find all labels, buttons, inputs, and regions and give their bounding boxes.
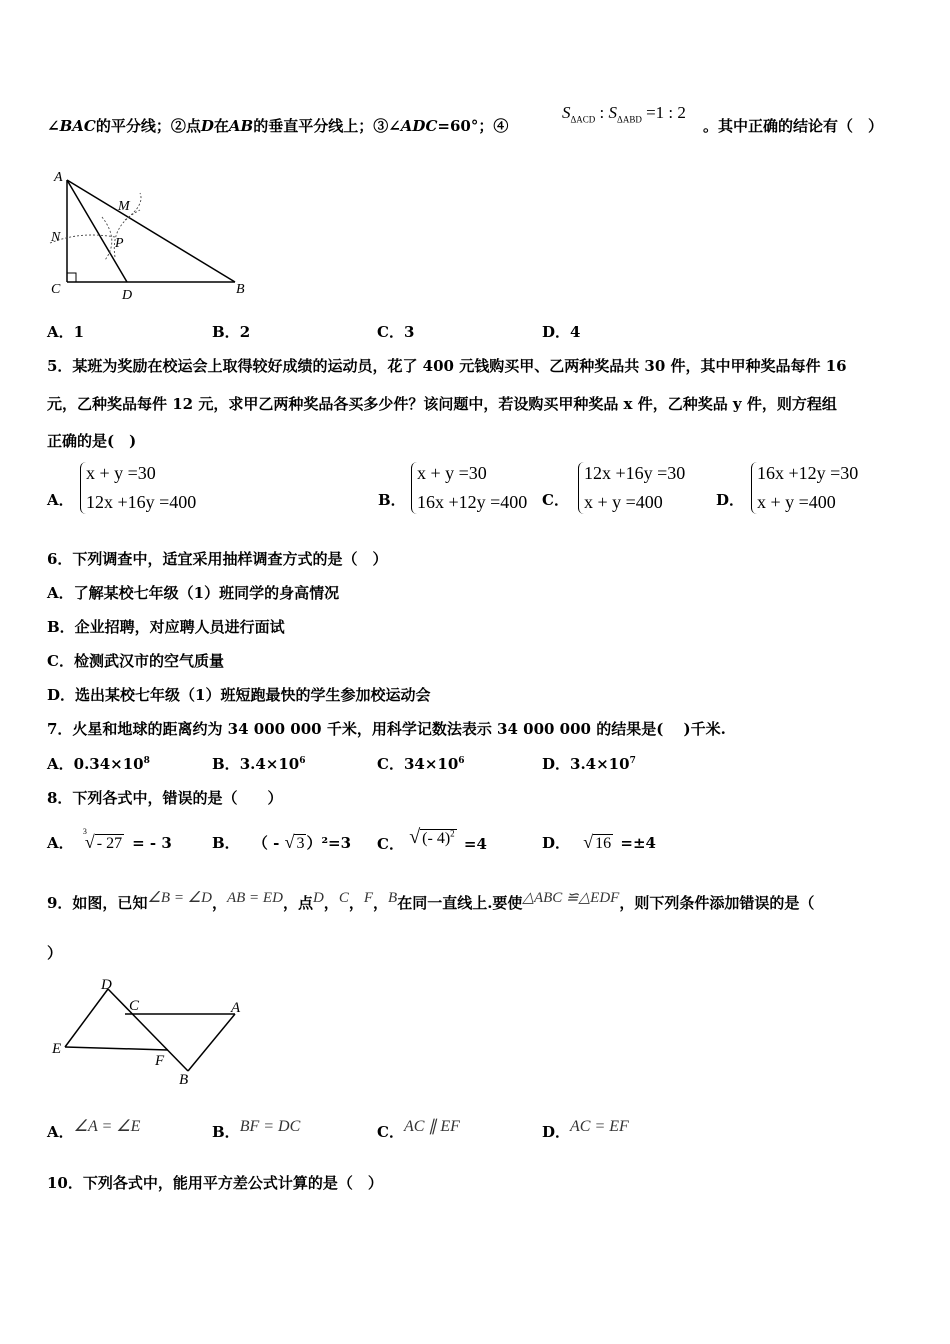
q4-option-d[interactable]: D．4 bbox=[542, 323, 581, 341]
label-M: M bbox=[118, 199, 130, 214]
q4-option-c[interactable]: C．3 bbox=[377, 323, 415, 341]
q5-stem-line-1: 5．某班为奖励在校运会上取得较好成绩的运动员，花了 400 元钱购买甲、乙两种奖品共 30 件，其中甲种奖品每件 16 bbox=[47, 357, 847, 375]
q5-option-d-key[interactable]: D． bbox=[716, 491, 745, 509]
label-C: C bbox=[129, 998, 140, 1014]
q5-option-b-key[interactable]: B． bbox=[378, 491, 406, 509]
label-B: B bbox=[236, 282, 245, 297]
q7-option-a[interactable]: A．$0.34\times 10^8$ bbox=[47, 755, 150, 773]
label-P: P bbox=[115, 236, 124, 251]
label-C: C bbox=[51, 282, 61, 297]
q5-option-a-key[interactable]: A． bbox=[47, 491, 74, 509]
q9-stem: 9．如图，已知∠B = ∠D，AB = ED，点D，C，F，B在同一直线上.要使△ABC ≌△EDF，则下列条件添加错误的是（ bbox=[47, 890, 815, 912]
label-A: A bbox=[54, 170, 63, 185]
q9-figure bbox=[45, 975, 255, 1090]
q9-option-b[interactable]: B．BF = DC bbox=[212, 1118, 301, 1141]
q6-option-a[interactable]: A．了解某校七年级（1）班同学的身高情况 bbox=[47, 584, 340, 602]
q9-option-a[interactable]: A．∠A = ∠E bbox=[47, 1118, 141, 1141]
label-B: B bbox=[179, 1072, 189, 1088]
label-N: N bbox=[51, 230, 61, 245]
q8-option-d[interactable]: D． √ 16 =±4 bbox=[542, 832, 656, 852]
q9-option-c[interactable]: C．AC ∥ EF bbox=[377, 1118, 460, 1141]
q7-option-c[interactable]: C．$34\times 10^6$ bbox=[377, 755, 465, 773]
q4-triangle-figure bbox=[40, 165, 255, 305]
q5-stem-line-3: 正确的是( ) bbox=[47, 432, 137, 450]
q7-option-b[interactable]: B．$3.4\times 10^6$ bbox=[212, 755, 306, 773]
q7-option-d[interactable]: D．$3.4\times 10^7$ bbox=[542, 755, 636, 773]
q9-option-d[interactable]: D．AC = EF bbox=[542, 1118, 629, 1141]
label-D: D bbox=[122, 288, 133, 303]
q9-stem-close: ） bbox=[47, 944, 63, 962]
q6-option-b[interactable]: B．企业招聘，对应聘人员进行面试 bbox=[47, 618, 285, 636]
label-E: E bbox=[52, 1041, 62, 1057]
q5-option-c-system[interactable]: 12x +16y =30 x + y =400 bbox=[584, 463, 686, 512]
q5-option-a-system[interactable]: x + y =30 12x +16y =400 bbox=[86, 463, 197, 512]
q5-option-c-key[interactable]: C． bbox=[542, 491, 569, 509]
q7-stem: 7．火星和地球的距离约为 34 000 000 千米，用科学记数法表示 34 000 000 的结果是( )千米. bbox=[47, 720, 726, 738]
q5-stem-line-2: 元，乙种奖品每件 12 元，求甲乙两种奖品各买多少件？该问题中，若设购买甲种奖品 x 件，乙种奖品 y 件，则方程组 bbox=[47, 395, 837, 413]
q8-stem: 8．下列各式中，错误的是（ ） bbox=[47, 789, 283, 807]
q5-option-b-system[interactable]: x + y =30 16x +12y =400 bbox=[417, 463, 528, 512]
q4-option-b[interactable]: B．2 bbox=[212, 323, 251, 341]
q4-stem-tail: 。其中正确的结论有（ ） bbox=[703, 117, 884, 135]
q5-option-d-system[interactable]: 16x +12y =30 x + y =400 bbox=[757, 463, 859, 512]
q4-option-a[interactable]: A．1 bbox=[47, 323, 85, 341]
label-D: D bbox=[101, 977, 112, 993]
label-F: F bbox=[155, 1053, 165, 1069]
q8-option-a[interactable]: A． 3 √ - 27 = - 3 bbox=[47, 827, 172, 852]
q6-option-c[interactable]: C．检测武汉市的空气质量 bbox=[47, 652, 224, 670]
label-A: A bbox=[231, 1000, 241, 1016]
q4-area-ratio: $S_{\Delta ACD}$ : $S_{\Delta ABD} =1$ : 2 bbox=[562, 103, 686, 125]
q8-option-c[interactable]: C． √ (- 4)$^2$ =4 bbox=[377, 826, 487, 853]
q10-stem: 10．下列各式中，能用平方差公式计算的是（ ） bbox=[47, 1174, 383, 1192]
q4-stem: ∠BAC的平分线；②点D在AB的垂直平分线上；③∠ADC=60°；④ bbox=[47, 117, 509, 135]
q6-stem: 6．下列调查中，适宜采用抽样调查方式的是（ ） bbox=[47, 550, 388, 568]
q6-option-d[interactable]: D．选出某校七年级（1）班短跑最快的学生参加校运动会 bbox=[47, 686, 431, 704]
q8-option-b[interactable]: B． （ - √ 3 ）²=3 bbox=[212, 832, 352, 852]
